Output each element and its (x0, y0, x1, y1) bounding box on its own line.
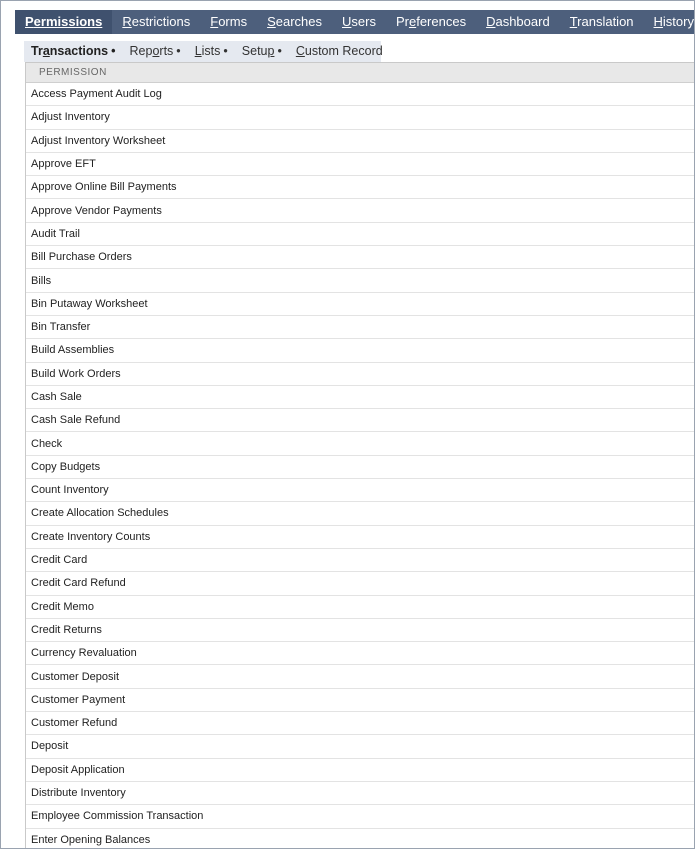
tab-label-post: ermissions (33, 14, 103, 29)
permission-name: Approve Online Bill Payments (31, 181, 177, 194)
tab-label-accesskey: H (653, 14, 663, 29)
permission-name: Create Inventory Counts (31, 530, 151, 543)
permission-name: Access Payment Audit Log (31, 88, 162, 101)
permission-name: Build Assemblies (31, 344, 115, 357)
table-row[interactable] (26, 223, 695, 246)
permission-name: Customer Payment (31, 693, 126, 706)
tab-translation[interactable] (560, 10, 644, 34)
permission-name: Copy Budgets (31, 460, 101, 473)
subtab-label-post: nsactions (49, 44, 109, 58)
table-row[interactable] (26, 549, 695, 572)
tab-label-accesskey: U (342, 14, 352, 29)
table-row[interactable] (26, 759, 695, 782)
table-row[interactable] (26, 829, 695, 849)
table-row[interactable] (26, 316, 695, 339)
permission-name: Deposit (31, 740, 69, 753)
permission-name: Credit Memo (31, 600, 94, 613)
permission-name: Currency Revaluation (31, 647, 137, 660)
table-row[interactable] (26, 479, 695, 502)
tab-restrictions[interactable] (112, 10, 200, 34)
tab-history[interactable] (644, 10, 695, 34)
permission-name: Count Inventory (31, 484, 109, 497)
permission-name: Bin Putaway Worksheet (31, 297, 148, 310)
sub-tab-bar (24, 41, 381, 62)
subtab-label-post: ists (201, 44, 221, 58)
permission-name: Employee Commission Transaction (31, 810, 204, 823)
permission-name: Bill Purchase Orders (31, 251, 132, 264)
subtab-label-accesskey: o (152, 44, 160, 58)
tab-label-accesskey: T (569, 14, 578, 29)
tab-users[interactable] (332, 10, 386, 34)
table-body (26, 83, 695, 849)
permission-name: Adjust Inventory (31, 111, 110, 124)
subtab-custom-record[interactable] (289, 41, 390, 62)
tab-label-post: estrictions (131, 14, 191, 29)
table-row[interactable] (26, 619, 695, 642)
table-row[interactable] (26, 83, 695, 106)
table-row[interactable] (26, 456, 695, 479)
table-row[interactable] (26, 199, 695, 222)
tab-dashboard[interactable] (476, 10, 560, 34)
table-row[interactable] (26, 386, 695, 409)
subtab-label-accesskey: C (295, 44, 305, 58)
tab-label-post: ashboard (495, 14, 550, 29)
permission-name: Build Work Orders (31, 367, 121, 380)
table-row[interactable] (26, 735, 695, 758)
table-row[interactable] (26, 526, 695, 549)
subtab-reports[interactable] (123, 41, 188, 62)
permission-name: Adjust Inventory Worksheet (31, 134, 166, 147)
tab-label-post: ranslation (577, 14, 634, 29)
subtab-transactions[interactable] (24, 41, 123, 62)
tab-label-post: earches (275, 14, 323, 29)
main-tab-bar (15, 10, 694, 34)
subtab-label-post: rts (159, 44, 174, 58)
subtab-label-accesskey: L (194, 44, 202, 58)
subtab-label-pre: Tr (31, 44, 43, 58)
tab-label-accesskey: S (267, 14, 276, 29)
permission-name: Audit Trail (31, 227, 80, 240)
table-row[interactable] (26, 432, 695, 455)
tab-label-accesskey: e (408, 14, 417, 29)
table-row[interactable] (26, 502, 695, 525)
table-row[interactable] (26, 712, 695, 735)
permission-name: Bills (31, 274, 52, 287)
subtab-lists[interactable] (188, 41, 235, 62)
table-row[interactable] (26, 130, 695, 153)
table-row[interactable] (26, 596, 695, 619)
table-row[interactable] (26, 269, 695, 292)
tab-label-accesskey: F (210, 14, 219, 29)
tab-label-post: sers (351, 14, 376, 29)
subtab-label-pre: Setu (241, 44, 268, 58)
table-row[interactable] (26, 782, 695, 805)
subtab-label-accesskey: a (42, 44, 50, 58)
table-row[interactable] (26, 689, 695, 712)
permission-name: Approve EFT (31, 158, 96, 171)
tab-searches[interactable] (257, 10, 332, 34)
tab-label-post: istory (662, 14, 694, 29)
subtab-setup[interactable] (235, 41, 289, 62)
subtab-bullet: • (176, 44, 181, 58)
tab-label-accesskey: P (25, 14, 34, 29)
subtab-bullet: • (277, 44, 282, 58)
permission-name: Credit Card (31, 554, 88, 567)
table-row[interactable] (26, 293, 695, 316)
tab-forms[interactable] (200, 10, 257, 34)
table-row[interactable] (26, 106, 695, 129)
table-row[interactable] (26, 409, 695, 432)
permission-name: Distribute Inventory (31, 787, 126, 800)
subtab-label-accesskey: p (267, 44, 275, 58)
permission-name: Credit Returns (31, 623, 102, 636)
subtab-label-pre: Rep (129, 44, 153, 58)
table-row[interactable] (26, 153, 695, 176)
tab-permissions[interactable] (15, 10, 112, 34)
tab-label-post: orms (218, 14, 248, 29)
subtab-bullet: • (111, 44, 116, 58)
table-row[interactable] (26, 642, 695, 665)
table-row[interactable] (26, 805, 695, 828)
permission-name: Cash Sale (31, 391, 82, 403)
table-row[interactable] (26, 665, 695, 688)
column-header-permission[interactable]: PERMISSION (39, 67, 107, 78)
table-row[interactable] (26, 246, 695, 269)
permission-name: Customer Refund (31, 717, 118, 730)
tab-label-post: ferences (416, 14, 467, 29)
table-header (26, 63, 695, 83)
table-row[interactable] (26, 572, 695, 595)
tab-label-accesskey: D (486, 14, 496, 29)
tab-label-pre: Pr (395, 14, 409, 29)
permission-name: Deposit Application (31, 763, 125, 776)
table-row[interactable] (26, 339, 695, 362)
permission-name: Enter Opening Balances (31, 833, 151, 846)
subtab-bullet: • (223, 44, 228, 58)
permission-name: Approve Vendor Payments (31, 204, 162, 217)
permission-name: Credit Card Refund (31, 577, 126, 590)
permission-name: Customer Deposit (31, 670, 120, 683)
permission-name: Check (31, 437, 63, 450)
table-row[interactable] (26, 363, 695, 386)
permissions-table (25, 62, 695, 849)
tab-preferences[interactable] (386, 10, 476, 34)
permission-name: Cash Sale Refund (31, 414, 121, 427)
tab-label-accesskey: R (122, 14, 132, 29)
table-row[interactable] (26, 176, 695, 199)
permission-name: Bin Transfer (31, 321, 91, 334)
subtab-label-post: ustom Record (304, 44, 383, 58)
permission-name: Create Allocation Schedules (31, 507, 169, 520)
